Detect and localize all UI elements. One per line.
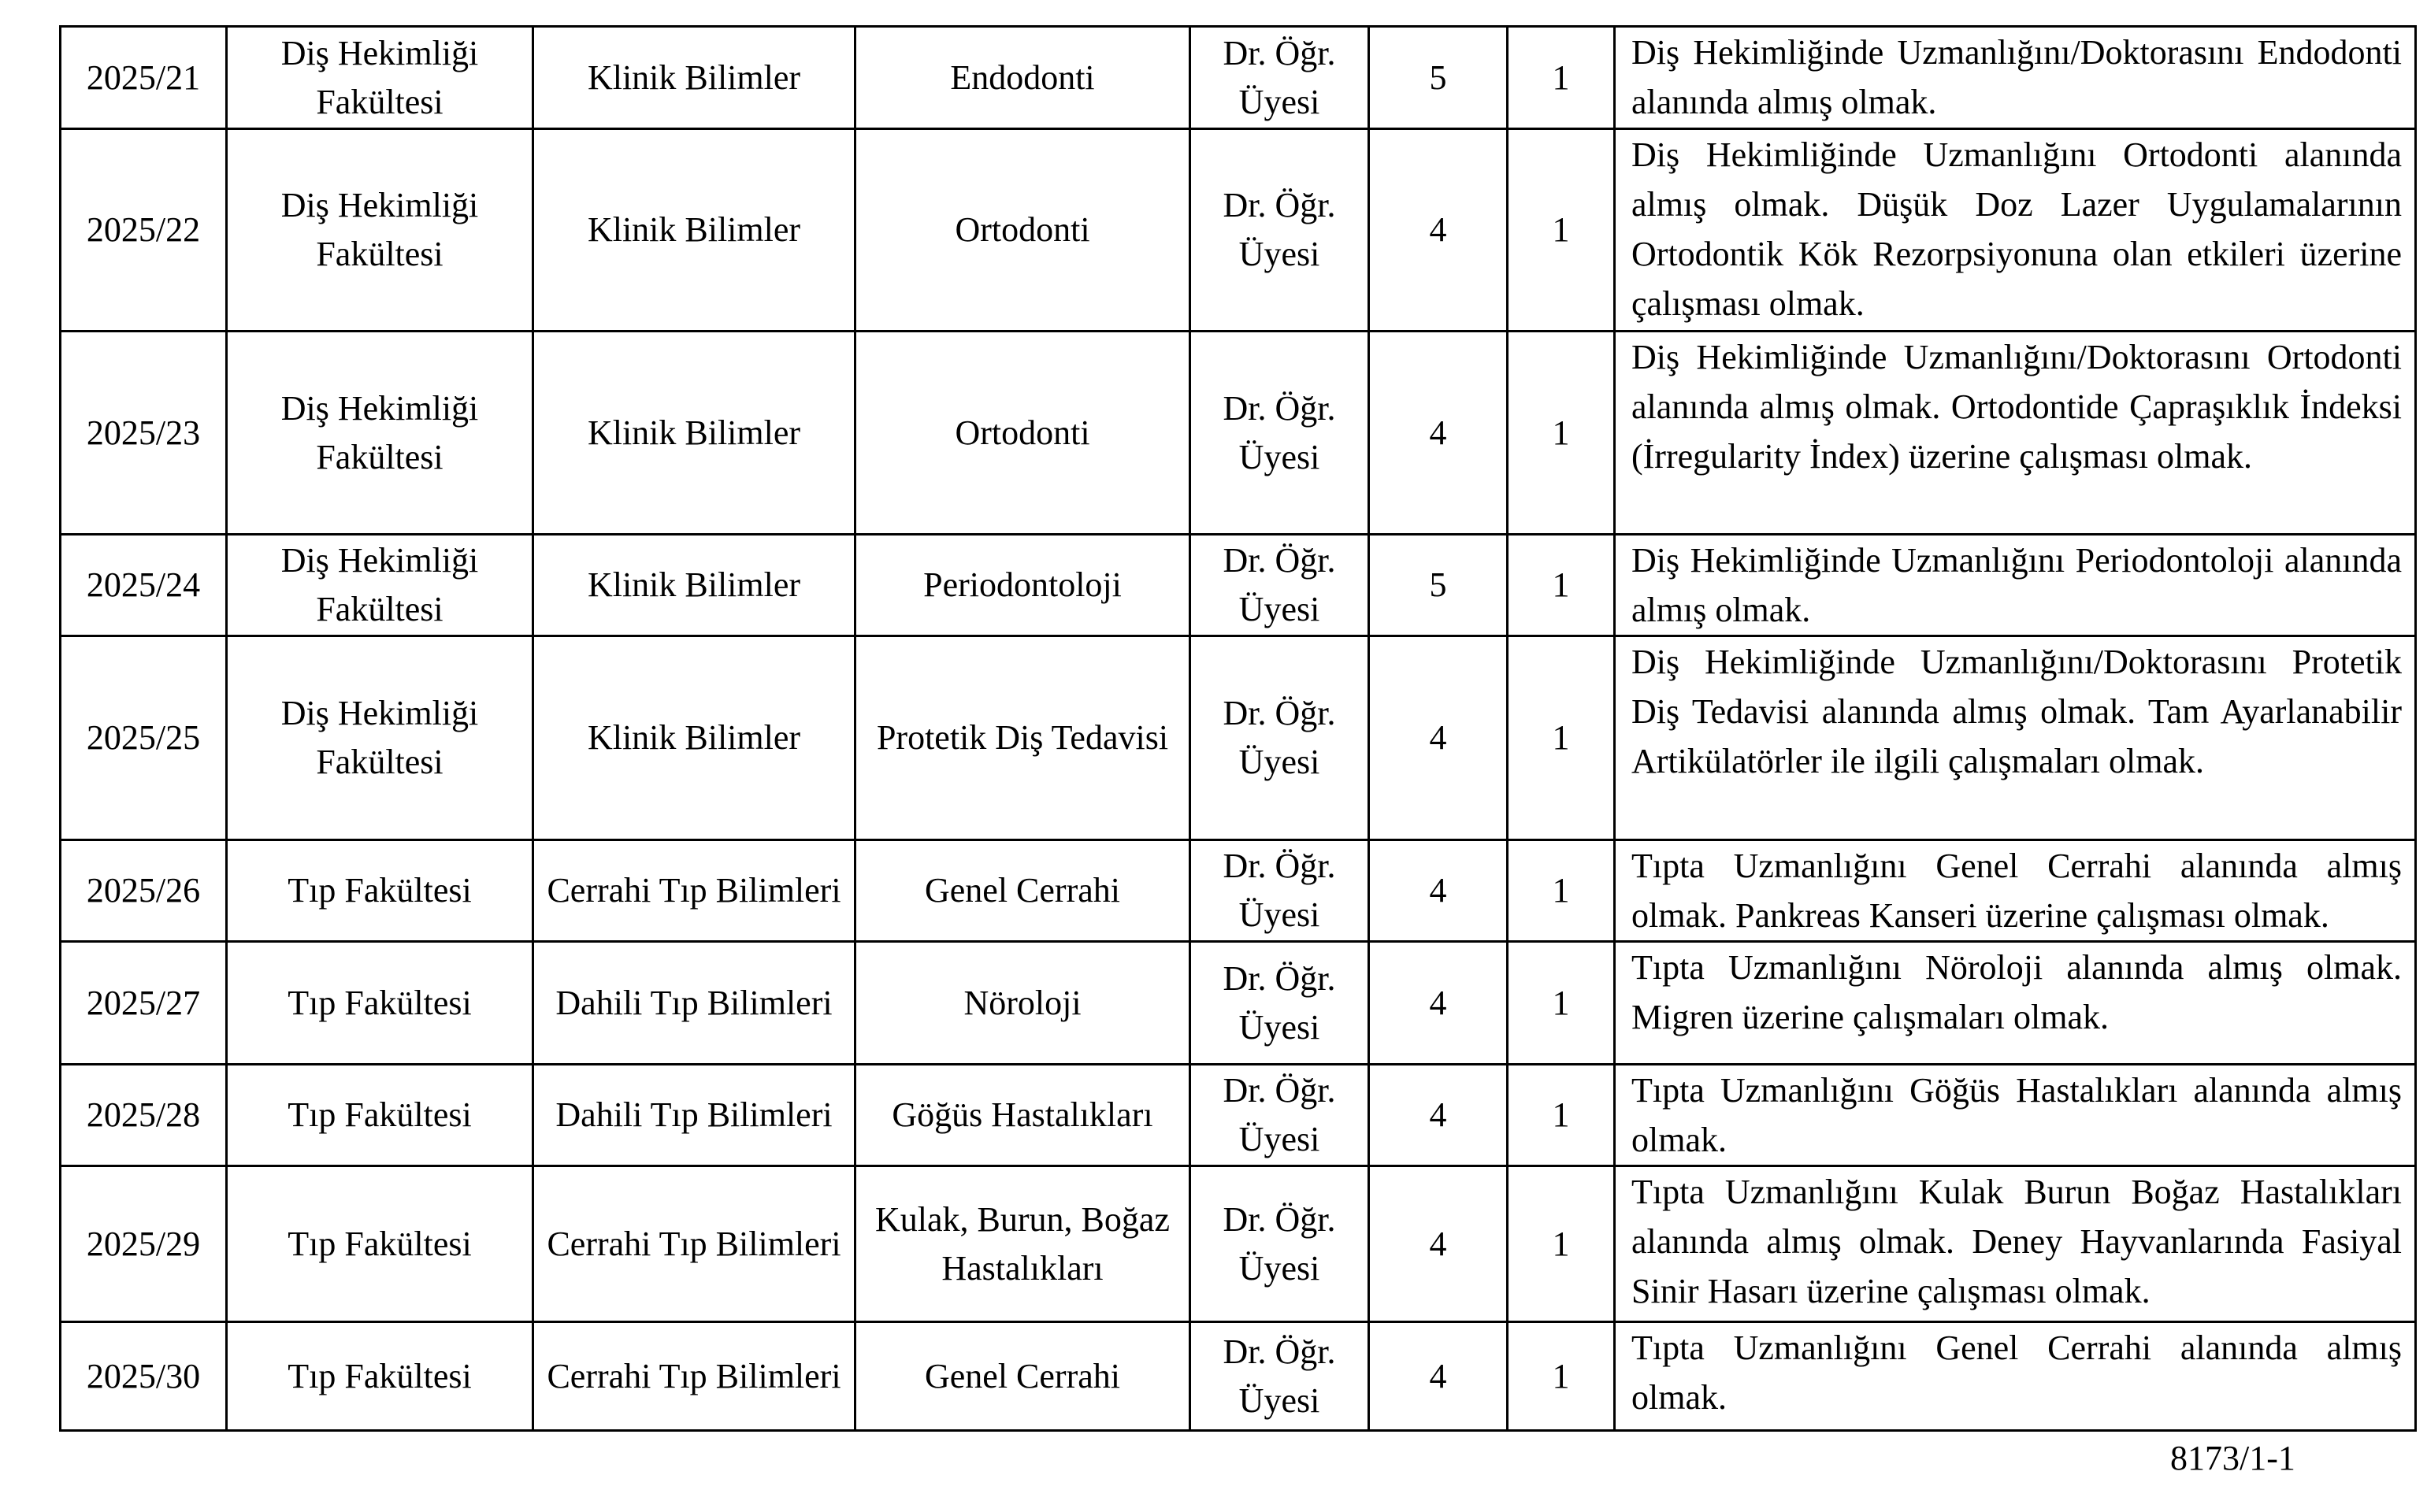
cell-degree: 4 — [1369, 129, 1508, 332]
cell-position-count: 1 — [1508, 1166, 1615, 1322]
cell-department: Klinik Bilimler — [533, 636, 855, 840]
cell-faculty: Diş Hekimliği Fakültesi — [227, 129, 533, 332]
cell-position-count: 1 — [1508, 332, 1615, 535]
cell-row-number: 2025/29 — [61, 1166, 227, 1322]
cell-row-number: 2025/22 — [61, 129, 227, 332]
cell-department: Dahili Tıp Bilimleri — [533, 942, 855, 1065]
cell-degree: 5 — [1369, 27, 1508, 129]
cell-field: Periodontoloji — [855, 535, 1190, 636]
cell-position-count: 1 — [1508, 1065, 1615, 1166]
cell-faculty: Tıp Fakültesi — [227, 1166, 533, 1322]
cell-position-count: 1 — [1508, 27, 1615, 129]
cell-faculty: Tıp Fakültesi — [227, 942, 533, 1065]
positions-table — [59, 25, 2417, 1432]
cell-field: Endodonti — [855, 27, 1190, 129]
cell-department: Klinik Bilimler — [533, 129, 855, 332]
cell-requirement: Diş Hekimliğinde Uzmanlığını/Doktorasını Protetik Diş Tedavisi alanında almış olmak. Tam Ayarlanabilir Artikülatörler ile ilgili çalışmaları olmak. — [1615, 636, 2416, 840]
cell-row-number: 2025/25 — [61, 636, 227, 840]
cell-department: Klinik Bilimler — [533, 332, 855, 535]
cell-row-number: 2025/24 — [61, 535, 227, 636]
cell-academic-title: Dr. Öğr. Üyesi — [1190, 332, 1369, 535]
cell-position-count: 1 — [1508, 840, 1615, 942]
table-row — [61, 535, 2416, 636]
cell-row-number: 2025/26 — [61, 840, 227, 942]
cell-degree: 4 — [1369, 636, 1508, 840]
cell-faculty: Tıp Fakültesi — [227, 840, 533, 942]
cell-field: Ortodonti — [855, 129, 1190, 332]
table-row — [61, 129, 2416, 332]
cell-department: Cerrahi Tıp Bilimleri — [533, 1322, 855, 1431]
cell-field: Kulak, Burun, Boğaz Hastalıkları — [855, 1166, 1190, 1322]
cell-department: Cerrahi Tıp Bilimleri — [533, 1166, 855, 1322]
cell-degree: 4 — [1369, 1322, 1508, 1431]
cell-faculty: Diş Hekimliği Fakültesi — [227, 332, 533, 535]
cell-position-count: 1 — [1508, 1322, 1615, 1431]
cell-position-count: 1 — [1508, 535, 1615, 636]
cell-field: Göğüs Hastalıkları — [855, 1065, 1190, 1166]
cell-academic-title: Dr. Öğr. Üyesi — [1190, 942, 1369, 1065]
table-row — [61, 942, 2416, 1065]
table-row — [61, 1322, 2416, 1431]
table-row — [61, 1166, 2416, 1322]
cell-academic-title: Dr. Öğr. Üyesi — [1190, 535, 1369, 636]
cell-requirement: Tıpta Uzmanlığını Genel Cerrahi alanında almış olmak. — [1615, 1322, 2416, 1431]
cell-department: Cerrahi Tıp Bilimleri — [533, 840, 855, 942]
table-row — [61, 332, 2416, 535]
cell-academic-title: Dr. Öğr. Üyesi — [1190, 636, 1369, 840]
cell-requirement: Diş Hekimliğinde Uzmanlığını Periodontoloji alanında almış olmak. — [1615, 535, 2416, 636]
cell-row-number: 2025/30 — [61, 1322, 227, 1431]
cell-position-count: 1 — [1508, 942, 1615, 1065]
cell-requirement: Tıpta Uzmanlığını Kulak Burun Boğaz Hastalıkları alanında almış olmak. Deney Hayvanlarında Fasiyal Sinir Hasarı üzerine çalışması olmak. — [1615, 1166, 2416, 1322]
cell-field: Genel Cerrahi — [855, 1322, 1190, 1431]
cell-field: Genel Cerrahi — [855, 840, 1190, 942]
cell-position-count: 1 — [1508, 129, 1615, 332]
cell-degree: 4 — [1369, 332, 1508, 535]
cell-academic-title: Dr. Öğr. Üyesi — [1190, 840, 1369, 942]
cell-faculty: Diş Hekimliği Fakültesi — [227, 535, 533, 636]
cell-academic-title: Dr. Öğr. Üyesi — [1190, 1166, 1369, 1322]
cell-faculty: Diş Hekimliği Fakültesi — [227, 636, 533, 840]
cell-row-number: 2025/23 — [61, 332, 227, 535]
cell-requirement: Tıpta Uzmanlığını Nöroloji alanında almış olmak. Migren üzerine çalışmaları olmak. — [1615, 942, 2416, 1065]
cell-degree: 4 — [1369, 840, 1508, 942]
document-reference: 8173/1-1 — [2170, 1439, 2295, 1477]
cell-requirement: Diş Hekimliğinde Uzmanlığını Ortodonti alanında almış olmak. Düşük Doz Lazer Uygulamalarının Ortodontik Kök Rezorpsiyonuna olan etkileri üzerine çalışması olmak. — [1615, 129, 2416, 332]
cell-degree: 5 — [1369, 535, 1508, 636]
cell-requirement: Tıpta Uzmanlığını Göğüs Hastalıkları alanında almış olmak. — [1615, 1065, 2416, 1166]
table-row — [61, 1065, 2416, 1166]
cell-row-number: 2025/27 — [61, 942, 227, 1065]
cell-academic-title: Dr. Öğr. Üyesi — [1190, 27, 1369, 129]
cell-requirement: Diş Hekimliğinde Uzmanlığını/Doktorasını Ortodonti alanında almış olmak. Ortodontide Çapraşıklık İndeksi (İrregularity İndex) üzerine çalışması olmak. — [1615, 332, 2416, 535]
table-row — [61, 840, 2416, 942]
cell-row-number: 2025/21 — [61, 27, 227, 129]
cell-degree: 4 — [1369, 1065, 1508, 1166]
cell-academic-title: Dr. Öğr. Üyesi — [1190, 1322, 1369, 1431]
cell-requirement: Tıpta Uzmanlığını Genel Cerrahi alanında almış olmak. Pankreas Kanseri üzerine çalışması olmak. — [1615, 840, 2416, 942]
cell-department: Dahili Tıp Bilimleri — [533, 1065, 855, 1166]
table-row — [61, 636, 2416, 840]
cell-field: Nöroloji — [855, 942, 1190, 1065]
table-row — [61, 27, 2416, 129]
cell-requirement: Diş Hekimliğinde Uzmanlığını/Doktorasını Endodonti alanında almış olmak. — [1615, 27, 2416, 129]
cell-field: Ortodonti — [855, 332, 1190, 535]
cell-faculty: Tıp Fakültesi — [227, 1065, 533, 1166]
cell-department: Klinik Bilimler — [533, 27, 855, 129]
cell-department: Klinik Bilimler — [533, 535, 855, 636]
cell-faculty: Tıp Fakültesi — [227, 1322, 533, 1431]
cell-academic-title: Dr. Öğr. Üyesi — [1190, 129, 1369, 332]
cell-academic-title: Dr. Öğr. Üyesi — [1190, 1065, 1369, 1166]
cell-field: Protetik Diş Tedavisi — [855, 636, 1190, 840]
cell-faculty: Diş Hekimliği Fakültesi — [227, 27, 533, 129]
cell-degree: 4 — [1369, 942, 1508, 1065]
cell-degree: 4 — [1369, 1166, 1508, 1322]
cell-position-count: 1 — [1508, 636, 1615, 840]
cell-row-number: 2025/28 — [61, 1065, 227, 1166]
